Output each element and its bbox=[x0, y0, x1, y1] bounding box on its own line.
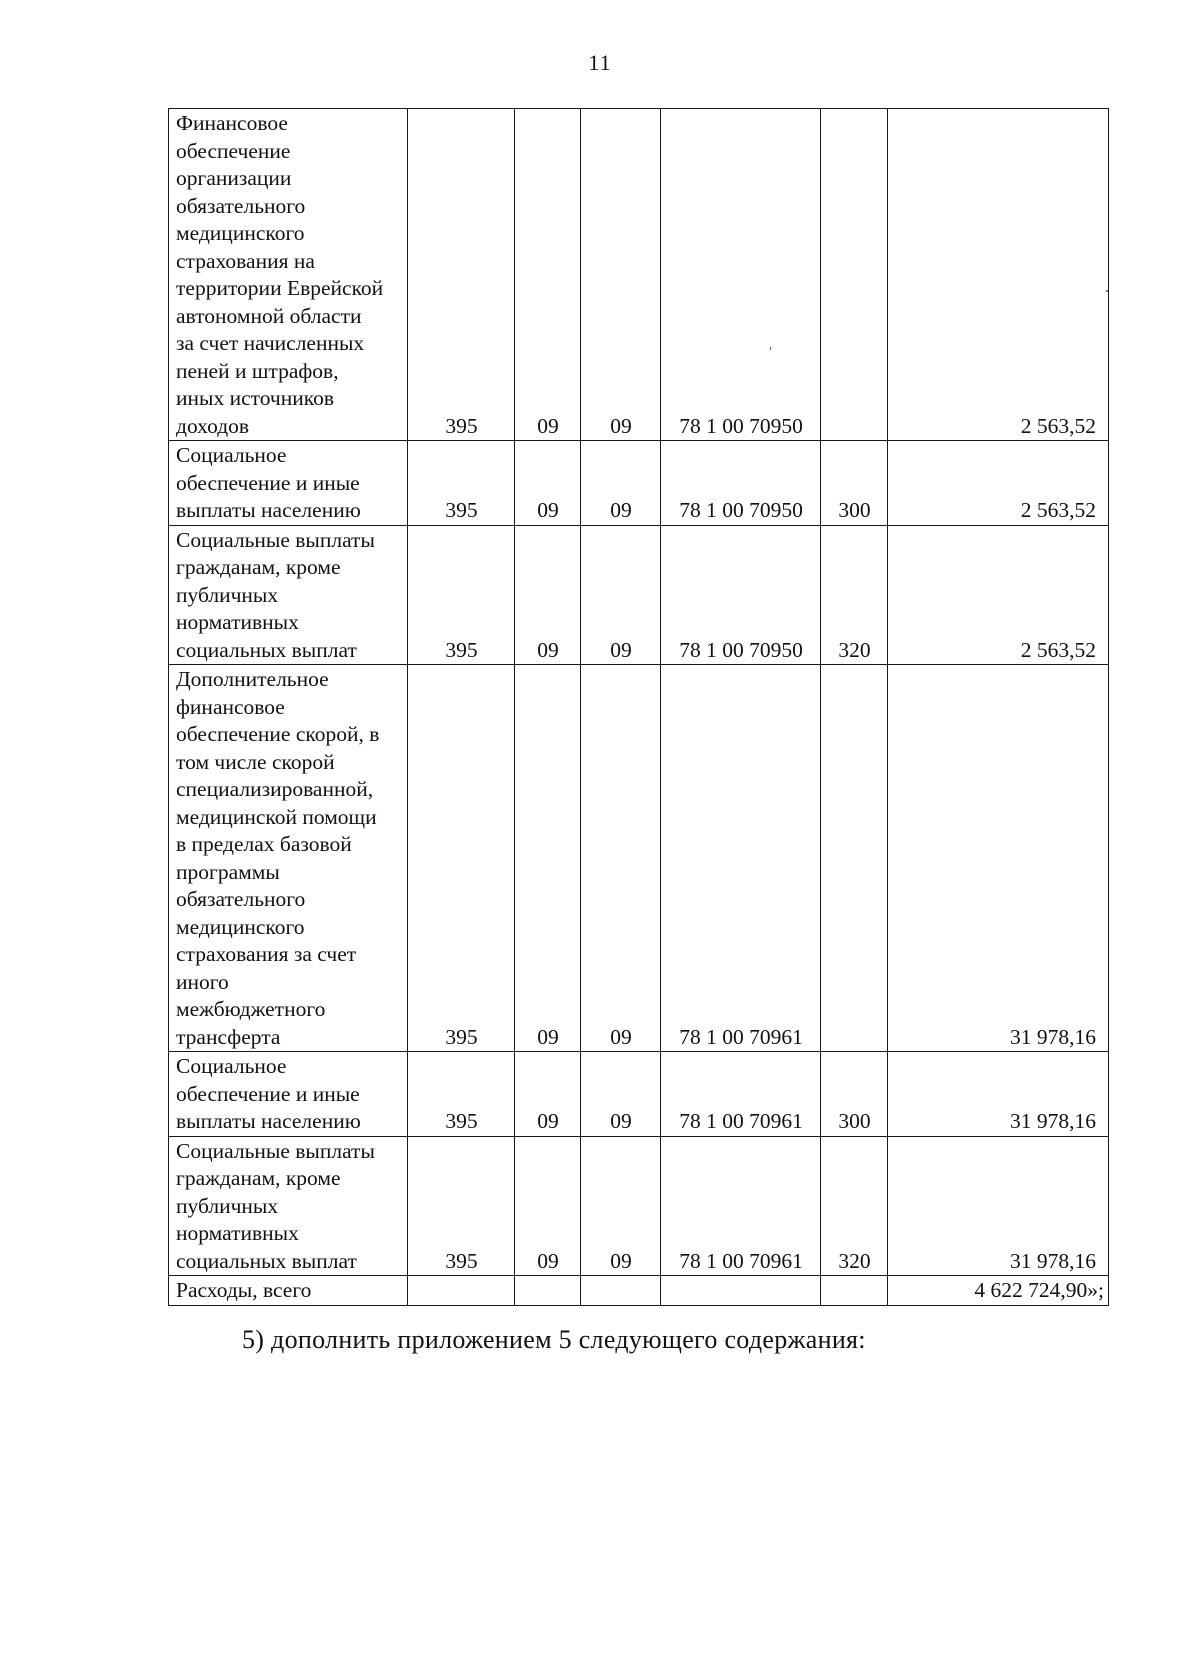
cell-rz: 09 bbox=[515, 109, 581, 441]
scan-speck bbox=[1106, 290, 1108, 292]
cell-ved: 395 bbox=[408, 1136, 515, 1276]
description-line: обеспечение скорой, в bbox=[176, 722, 380, 746]
description-line: публичных bbox=[176, 1193, 279, 1218]
cell-rz: 09 bbox=[515, 525, 581, 665]
total-row bbox=[169, 1276, 1109, 1306]
description-line: Социальные выплаты bbox=[176, 527, 375, 552]
cell-pr: 09 bbox=[581, 1136, 661, 1276]
cell-description bbox=[169, 1136, 408, 1276]
table-row bbox=[169, 665, 1109, 1052]
description-line: выплаты населению bbox=[176, 498, 361, 522]
cell-csr: 78 1 00 70961 bbox=[661, 1136, 821, 1276]
description-line: иного bbox=[176, 969, 229, 994]
description-line: страхования за счет bbox=[176, 942, 357, 966]
description-line: медицинского bbox=[176, 221, 305, 245]
description-line: обеспечение и иные bbox=[176, 470, 360, 495]
cell-pr: 09 bbox=[581, 525, 661, 665]
total-empty-cell bbox=[515, 1276, 581, 1306]
description-line: медицинской помощи bbox=[176, 804, 377, 829]
budget-table bbox=[168, 108, 1109, 1306]
page-number: 11 bbox=[588, 50, 612, 75]
description-line: обеспечение bbox=[176, 138, 291, 163]
description-line: обязательного bbox=[176, 887, 306, 911]
cell-description bbox=[169, 109, 408, 441]
cell-vr: 300 bbox=[821, 1052, 888, 1137]
total-amount: 4 622 724,90»; bbox=[888, 1276, 1109, 1306]
description-line: пеней и штрафов, bbox=[176, 358, 339, 383]
description-line: обеспечение и иные bbox=[176, 1081, 360, 1106]
table-row bbox=[169, 1136, 1109, 1276]
description-line: публичных bbox=[176, 582, 279, 607]
cell-pr: 09 bbox=[581, 109, 661, 441]
description-line: гражданам, кроме bbox=[176, 555, 341, 579]
cell-ved: 395 bbox=[408, 441, 515, 526]
total-empty-cell bbox=[408, 1276, 515, 1306]
cell-pr: 09 bbox=[581, 441, 661, 526]
cell-vr: 300 bbox=[821, 441, 888, 526]
description-line: автономной области bbox=[176, 303, 362, 328]
description-line: специализированной, bbox=[176, 777, 374, 801]
cell-amount: 2 563,52 bbox=[888, 109, 1109, 441]
table-body bbox=[169, 109, 1109, 1306]
description-line: Социальное bbox=[176, 1054, 287, 1078]
total-empty-cell bbox=[661, 1276, 821, 1306]
total-empty-cell bbox=[581, 1276, 661, 1306]
cell-vr bbox=[821, 665, 888, 1052]
description-line: нормативных bbox=[176, 1221, 299, 1245]
cell-csr: 78 1 00 70950 bbox=[661, 441, 821, 526]
description-line: территории Еврейской bbox=[176, 276, 384, 300]
cell-description bbox=[169, 525, 408, 665]
cell-pr: 09 bbox=[581, 665, 661, 1052]
cell-csr: 78 1 00 70950 bbox=[661, 109, 821, 441]
description-line: страхования на bbox=[176, 248, 315, 273]
cell-amount: 31 978,16 bbox=[888, 1136, 1109, 1276]
description-line: трансферта bbox=[176, 1024, 281, 1049]
description-line: выплаты населению bbox=[176, 1109, 361, 1133]
cell-vr: 320 bbox=[821, 1136, 888, 1276]
cell-csr: 78 1 00 70961 bbox=[661, 1052, 821, 1137]
table-row bbox=[169, 441, 1109, 526]
cell-ved: 395 bbox=[408, 525, 515, 665]
cell-csr: 78 1 00 70961 bbox=[661, 665, 821, 1052]
description-line: Социальные выплаты bbox=[176, 1138, 375, 1163]
cell-rz: 09 bbox=[515, 441, 581, 526]
cell-vr: 320 bbox=[821, 525, 888, 665]
cell-description bbox=[169, 1052, 408, 1137]
footer-instruction: 5) дополнить приложением 5 следующего содержания: bbox=[242, 1325, 866, 1354]
total-label: Расходы, всего bbox=[169, 1276, 408, 1306]
cell-amount: 31 978,16 bbox=[888, 1052, 1109, 1137]
description-line: финансовое bbox=[176, 694, 285, 719]
description-line: за счет начисленных bbox=[176, 331, 365, 355]
cell-description bbox=[169, 441, 408, 526]
description-line: медицинского bbox=[176, 914, 305, 939]
cell-csr: 78 1 00 70950 bbox=[661, 525, 821, 665]
cell-ved: 395 bbox=[408, 665, 515, 1052]
table-row bbox=[169, 525, 1109, 665]
description-line: Социальное bbox=[176, 443, 287, 467]
cell-pr: 09 bbox=[581, 1052, 661, 1137]
description-line: социальных выплат bbox=[176, 1248, 357, 1273]
description-line: том числе скорой bbox=[176, 749, 335, 774]
description-line: организации bbox=[176, 166, 292, 190]
scan-speck bbox=[770, 347, 771, 350]
cell-rz: 09 bbox=[515, 1052, 581, 1137]
cell-rz: 09 bbox=[515, 1136, 581, 1276]
description-line: иных источников bbox=[176, 386, 335, 410]
cell-vr bbox=[821, 109, 888, 441]
cell-amount: 2 563,52 bbox=[888, 525, 1109, 665]
cell-description bbox=[169, 665, 408, 1052]
cell-rz: 09 bbox=[515, 665, 581, 1052]
description-line: Финансовое bbox=[176, 111, 288, 135]
description-line: обязательного bbox=[176, 193, 306, 218]
cell-ved: 395 bbox=[408, 109, 515, 441]
description-line: в пределах базовой bbox=[176, 832, 352, 856]
description-line: Дополнительное bbox=[176, 667, 329, 691]
description-line: доходов bbox=[176, 413, 250, 438]
cell-amount: 2 563,52 bbox=[888, 441, 1109, 526]
cell-amount: 31 978,16 bbox=[888, 665, 1109, 1052]
total-empty-cell bbox=[821, 1276, 888, 1306]
description-line: социальных выплат bbox=[176, 637, 357, 662]
description-line: программы bbox=[176, 859, 280, 884]
description-line: нормативных bbox=[176, 610, 299, 634]
description-line: межбюджетного bbox=[176, 997, 326, 1021]
table-row bbox=[169, 1052, 1109, 1137]
table-row bbox=[169, 109, 1109, 441]
description-line: гражданам, кроме bbox=[176, 1166, 341, 1190]
cell-ved: 395 bbox=[408, 1052, 515, 1137]
